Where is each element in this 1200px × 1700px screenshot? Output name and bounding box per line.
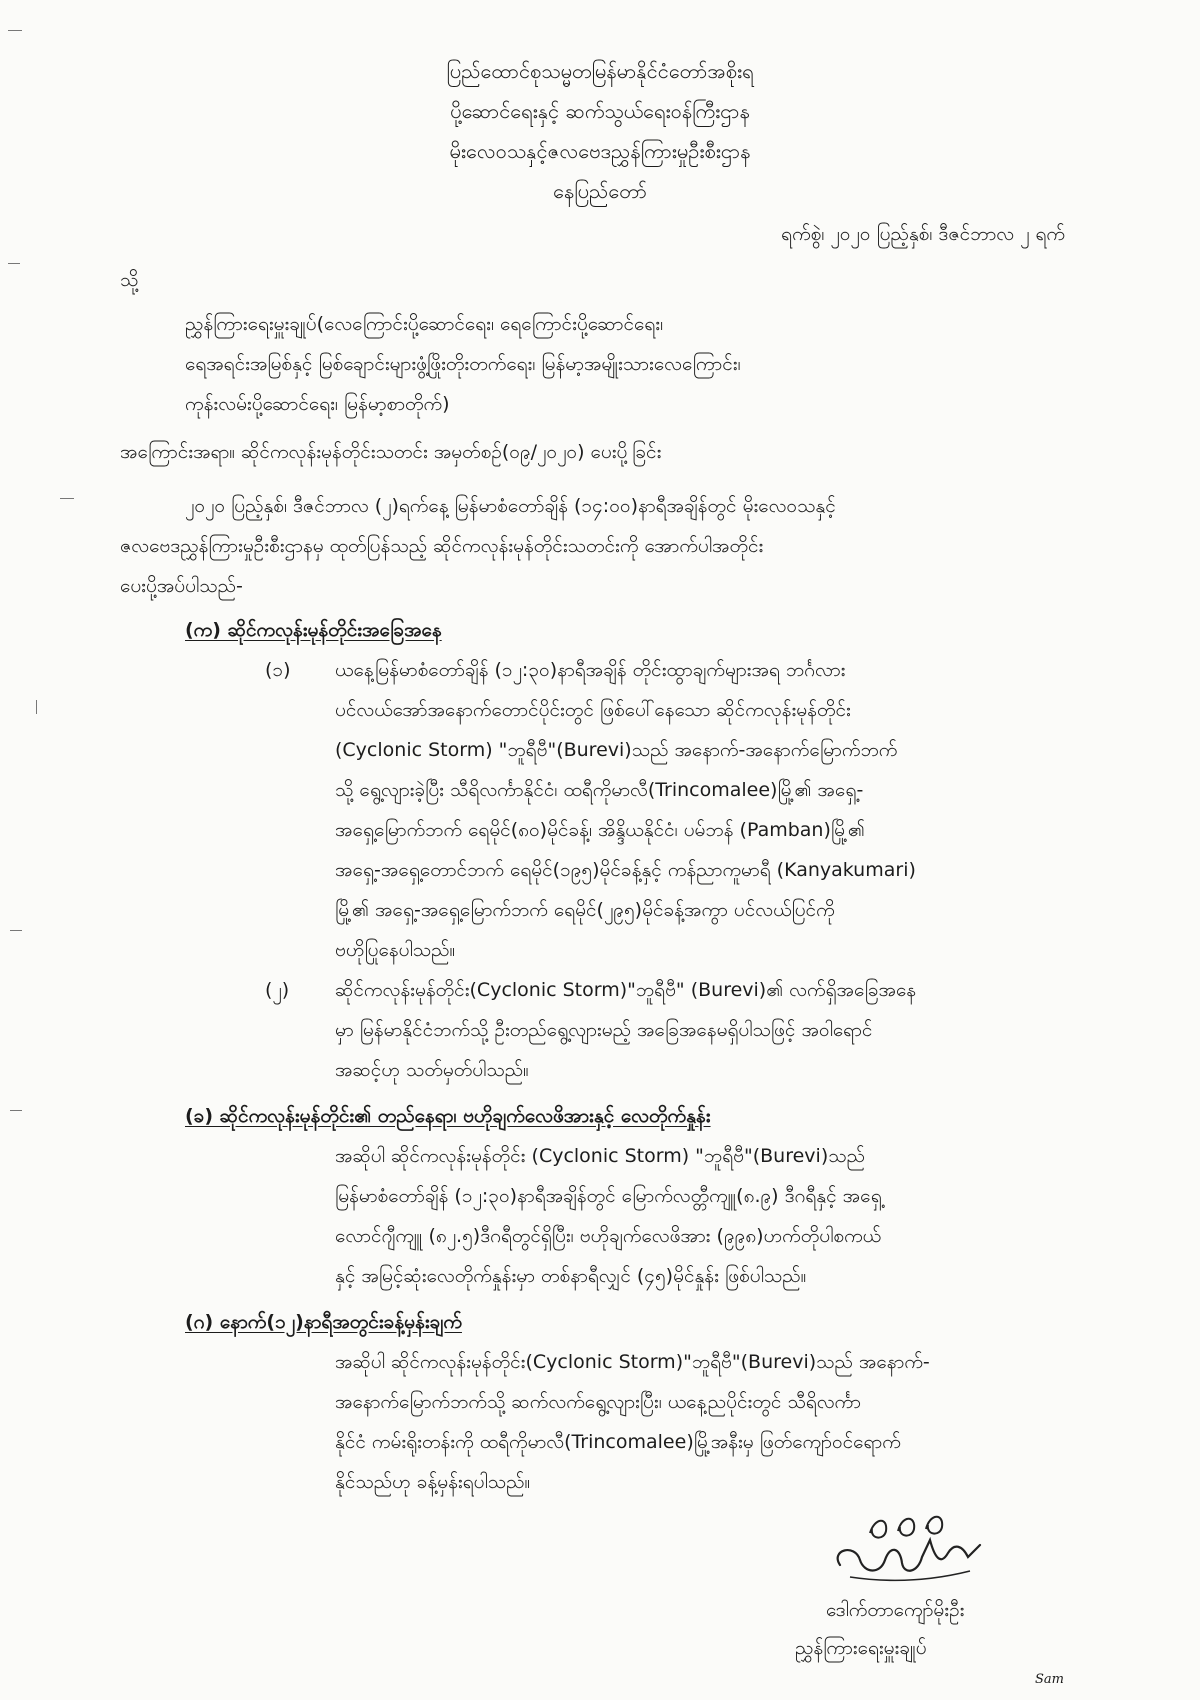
- letterhead-line-1: ပြည်ထောင်စုသမ္မတမြန်မာနိုင်ငံတော်အစိုးရ: [446, 59, 754, 83]
- intro-line: ပေးပို့အပ်ပါသည်-: [120, 575, 243, 597]
- scan-mark: [8, 263, 20, 264]
- intro-line: ၂၀၂၀ ပြည့်နှစ်၊ ဒီဇင်ဘာလ (၂)ရက်နေ့ မြန်မာစံတော်ချိန် (၁၄:၀၀)နာရီအချိန်တွင် မိုးလေဝသနှင့်: [185, 495, 836, 517]
- section-b-line: မြန်မာစံတော်ချိန် (၁၂:၃၀)နာရီအချိန်တွင် မြောက်လတ္တီကျူ(၈.၉) ဒီဂရီနှင့် အရှေ့: [335, 1185, 882, 1207]
- item-1-line: (Cyclonic Storm) "ဘူရီဗီ"(Burevi)သည် အနောက်-အနောက်မြောက်ဘက်: [335, 739, 898, 761]
- item-2-line: မှာ မြန်မာနိုင်ငံဘက်သို့ ဦးတည်ရွေ့လျားမည့် အခြေအနေမရှိပါသဖြင့် အဝါရောင်: [335, 1019, 873, 1041]
- item-1-line: အရှေ့မြောက်ဘက် ရေမိုင်(၈၀)မိုင်ခန့်၊ အိန္ဒိယနိုင်ငံ၊ ပမ်ဘန် (Pamban)မြို့၏: [335, 819, 865, 841]
- subject-line: အကြောင်းအရာ။ ဆိုင်ကလုန်းမုန်တိုင်းသတင်း အမှတ်စဉ်(၀၉/၂၀၂၀) ပေးပို့ခြင်း: [120, 441, 662, 463]
- signatory-name: ဒေါက်တာကျော်မိုးဦး: [826, 1599, 965, 1621]
- item-2-number: (၂): [265, 979, 290, 1001]
- letterhead-line-2: ပို့ဆောင်ရေးနှင့် ဆက်သွယ်ရေးဝန်ကြီးဌာန: [450, 99, 750, 123]
- scan-mark: [8, 30, 22, 31]
- date-line: ရက်စွဲ၊ ၂၀၂၀ ပြည့်နှစ်၊ ဒီဇင်ဘာလ ၂ ရက်: [781, 223, 1065, 245]
- section-b-line: လောင်ဂျီကျူ (၈၂.၅)ဒီဂရီတွင်ရှိပြီး၊ ဗဟိုချက်လေဖိအား (၉၉၈)ဟက်တိုပါစကယ်: [335, 1225, 882, 1247]
- letterhead-line-4: နေပြည်တော်: [553, 179, 647, 203]
- scan-mark: [60, 498, 74, 499]
- item-2-line: ဆိုင်ကလုန်းမုန်တိုင်း(Cyclonic Storm)"ဘူရီဗီ" (Burevi)၏ လက်ရှိအခြေအနေ: [335, 979, 917, 1001]
- letterhead-line-3: မိုးလေဝသနှင့်ဇလဗေဒညွှန်ကြားမှုဦးစီးဌာန: [449, 139, 751, 163]
- item-2-line: အဆင့်ဟု သတ်မှတ်ပါသည်။: [335, 1059, 529, 1081]
- scan-mark: [10, 1110, 22, 1111]
- section-b-heading: (ခ) ဆိုင်ကလုန်းမုန်တိုင်း၏ တည်နေရာ၊ ဗဟိုချက်လေဖိအားနှင့် လေတိုက်နှုန်း: [185, 1105, 711, 1127]
- section-c-heading: (ဂ) နောက်(၁၂)နာရီအတွင်းခန့်မှန်းချက်: [185, 1311, 462, 1333]
- section-c-line: အနောက်မြောက်ဘက်သို့ ဆက်လက်ရွေ့လျားပြီး၊ ယနေ့ညပိုင်းတွင် သီရိလင်္ကာ: [335, 1391, 861, 1413]
- signatory-title: ညွှန်ကြားရေးမှူးချုပ်: [795, 1637, 927, 1659]
- recipient-line: ကုန်းလမ်းပို့ဆောင်ရေး၊ မြန်မာ့စာတိုက်): [185, 393, 450, 415]
- section-b-line: အဆိုပါ ဆိုင်ကလုန်းမုန်တိုင်း (Cyclonic Storm) "ဘူရီဗီ"(Burevi)သည်: [335, 1145, 865, 1167]
- section-c-line: အဆိုပါ ဆိုင်ကလုန်းမုန်တိုင်း(Cyclonic Storm)"ဘူရီဗီ"(Burevi)သည် အနောက်-: [335, 1351, 930, 1373]
- section-c-line: နိုင်သည်ဟု ခန့်မှန်းရပါသည်။: [335, 1471, 531, 1493]
- to-label: သို့: [120, 269, 139, 291]
- item-1-line: အရှေ့-အရှေ့တောင်ဘက် ရေမိုင်(၁၉၅)မိုင်ခန့်နှင့် ကန်ညာကူမာရီ (Kanyakumari): [335, 859, 916, 881]
- section-b-line: နှင့် အမြင့်ဆုံးလေတိုက်နှုန်းမှာ တစ်နာရီလျှင် (၄၅)မိုင်နှုန်း ဖြစ်ပါသည်။: [335, 1265, 807, 1287]
- intro-line: ဇလဗေဒညွှန်ကြားမှုဦးစီးဌာနမှ ထုတ်ပြန်သည့် ဆိုင်ကလုန်းမုန်တိုင်းသတင်းကို အောက်ပါအတိုင်း: [120, 535, 764, 557]
- section-a-heading: (က) ဆိုင်ကလုန်းမုန်တိုင်းအခြေအနေ: [185, 619, 442, 641]
- item-1-line: မြို့၏ အရှေ့-အရှေ့မြောက်ဘက် ရေမိုင်(၂၉၅)မိုင်ခန့်အကွာ ပင်လယ်ပြင်ကို: [335, 899, 835, 921]
- item-1-line: ဗဟိုပြုနေပါသည်။: [335, 939, 456, 961]
- scan-mark: [36, 700, 37, 714]
- recipient-line: ညွှန်ကြားရေးမှူးချုပ်(လေကြောင်းပို့ဆောင်ရေး၊ ရေကြောင်းပို့ဆောင်ရေး၊: [185, 313, 664, 335]
- initials: Sam: [1035, 1672, 1064, 1687]
- scan-mark: [10, 930, 22, 931]
- signature-icon: [830, 1505, 990, 1590]
- item-1-number: (၁): [265, 659, 291, 681]
- item-1-line: ပင်လယ်အော်အနောက်တောင်ပိုင်းတွင် ဖြစ်ပေါ်နေသော ဆိုင်ကလုန်းမုန်တိုင်း: [335, 699, 851, 721]
- item-1-line: ယနေ့မြန်မာစံတော်ချိန် (၁၂:၃၀)နာရီအချိန် တိုင်းထွာချက်များအရ ဘင်္ဂလား: [335, 659, 846, 681]
- recipient-line: ရေအရင်းအမြစ်နှင့် မြစ်ချောင်းများဖွံ့ဖြိုးတိုးတက်ရေး၊ မြန်မာ့အမျိုးသားလေကြောင်း၊: [185, 353, 741, 375]
- section-c-line: နိုင်ငံ ကမ်းရိုးတန်းကို ထရီကိုမာလီ(Trincomalee)မြို့အနီးမှ ဖြတ်ကျော်ဝင်ရောက်: [335, 1431, 901, 1453]
- item-1-line: သို့ ရွေ့လျားခဲ့ပြီး သီရိလင်္ကာနိုင်ငံ၊ ထရီကိုမာလီ(Trincomalee)မြို့၏ အရှေ့-: [335, 779, 864, 801]
